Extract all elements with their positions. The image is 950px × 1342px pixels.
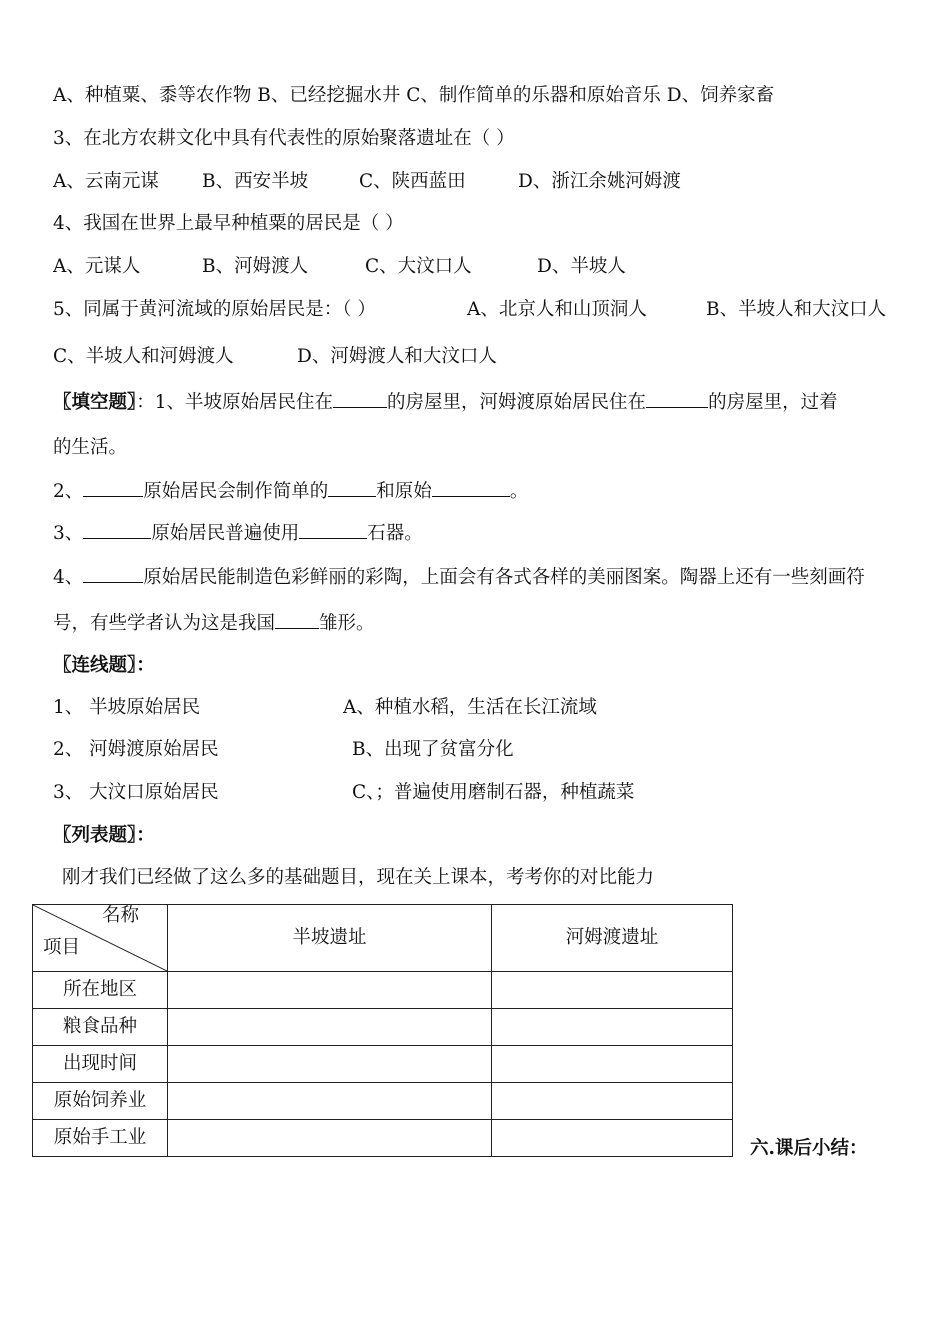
corner-label-name: 名称: [101, 905, 139, 926]
q3-stem: 3、在北方农耕文化中具有代表性的原始聚落遗址在（ ）: [53, 128, 515, 149]
fill-q2-blank-3[interactable]: [432, 478, 510, 497]
fill-q2-blank-2[interactable]: [328, 478, 376, 497]
fill-heading: 〖填空题〗: [53, 392, 137, 413]
cell-hemudu-location[interactable]: [492, 972, 733, 1009]
row-label-handicraft: 原始手工业: [33, 1120, 168, 1157]
match-left-1[interactable]: 1、 半坡原始居民: [53, 697, 201, 718]
q2-options: A、种植粟、黍等农作物 B、已经挖掘水井 C、制作简单的乐器和原始音乐 D、饲养家畜: [53, 85, 775, 106]
fill-q2-blank-1[interactable]: [83, 478, 143, 497]
q5-option-d: D、河姆渡人和大汶口人: [297, 346, 497, 367]
summary-heading: 六.课后小结：: [750, 1138, 868, 1159]
fill-q2-text-b: 原始居民会制作简单的: [143, 481, 329, 502]
table-row: [33, 1083, 733, 1120]
q3-option-b: B、西安半坡: [202, 171, 309, 192]
row-label-grain: 粮食品种: [33, 1009, 168, 1046]
fill-q1-text-b: 的房屋里，河姆渡原始居民住在: [387, 392, 647, 413]
row-label-time: 出现时间: [33, 1046, 168, 1083]
fill-q1-blank-2[interactable]: [646, 389, 708, 408]
q3-option-d: D、浙江余姚河姆渡: [518, 171, 681, 192]
table-row: [33, 1046, 733, 1083]
q5-stem: 5、同属于黄河流域的原始居民是：（ ）: [53, 299, 376, 320]
column-header-hemudu: 河姆渡遗址: [492, 905, 733, 972]
table-intro: 刚才我们已经做了这么多的基础题目，现在关上课本，考考你的对比能力: [62, 867, 655, 888]
fill-q3-blank-2[interactable]: [299, 520, 367, 539]
fill-q1-text-d: 的生活。: [53, 437, 128, 458]
cell-hemudu-time[interactable]: [492, 1046, 733, 1083]
fill-q4-text-b: 原始居民能制造色彩鲜丽的彩陶，上面会有各式各样的美丽图案。陶器上还有一些刻画符: [143, 567, 865, 588]
fill-q1-text-a: ：1、半坡原始居民住在: [136, 392, 334, 413]
fill-q1-line: [53, 389, 838, 415]
row-label-location: 所在地区: [33, 972, 168, 1009]
match-left-2[interactable]: 2、 河姆渡原始居民: [53, 739, 219, 760]
fill-q4-text-d: 雏形。: [319, 613, 375, 634]
match-left-3[interactable]: 3、 大汶口原始居民: [53, 782, 219, 803]
fill-q4-blank-2[interactable]: [275, 610, 319, 629]
match-right-a[interactable]: A、种植水稻，生活在长江流域: [343, 697, 597, 718]
match-right-b[interactable]: B、出现了贫富分化: [352, 739, 514, 760]
fill-q4-line: [53, 564, 865, 590]
fill-q1-text-c: 的房屋里，过着: [708, 392, 838, 413]
table-row: [33, 972, 733, 1009]
fill-q3-text-a: 3、: [53, 523, 84, 544]
fill-q3-text-c: 石器。: [367, 523, 423, 544]
cell-banpo-handicraft[interactable]: [168, 1120, 492, 1157]
cell-banpo-location[interactable]: [168, 972, 492, 1009]
fill-q3-blank-1[interactable]: [83, 520, 151, 539]
table-heading: 〖列表题〗：: [53, 825, 155, 846]
column-header-banpo: 半坡遗址: [168, 905, 492, 972]
q5-option-c: C、半坡人和河姆渡人: [53, 346, 234, 367]
cell-hemudu-livestock[interactable]: [492, 1083, 733, 1120]
fill-q4-line-2: [53, 610, 375, 636]
fill-q2-text-c: 和原始: [376, 481, 432, 502]
fill-q4-text-a: 4、: [53, 567, 84, 588]
q3-option-a: A、云南元谋: [53, 171, 159, 192]
q4-option-c: C、大汶口人: [365, 256, 472, 277]
q3-option-c: C、陕西蓝田: [359, 171, 466, 192]
fill-q3-line: [53, 520, 423, 546]
q4-stem: 4、我国在世界上最早种植粟的居民是（ ）: [53, 213, 404, 234]
cell-hemudu-grain[interactable]: [492, 1009, 733, 1046]
table-row: [33, 1009, 733, 1046]
fill-q4-blank-1[interactable]: [83, 564, 143, 583]
fill-q4-text-c: 号，有些学者认为这是我国: [53, 613, 276, 634]
cell-banpo-grain[interactable]: [168, 1009, 492, 1046]
table-row: [33, 1120, 733, 1157]
cell-banpo-time[interactable]: [168, 1046, 492, 1083]
q5-option-b: B、半坡人和大汶口人: [706, 299, 887, 320]
comparison-table: [32, 904, 733, 1157]
cell-banpo-livestock[interactable]: [168, 1083, 492, 1120]
fill-q2-text-d: 。: [509, 481, 529, 502]
row-label-livestock: 原始饲养业: [33, 1083, 168, 1120]
table-header-row: [33, 905, 733, 972]
q4-option-a: A、元谋人: [53, 256, 141, 277]
fill-q1-blank-1[interactable]: [333, 389, 387, 408]
fill-q3-text-b: 原始居民普遍使用: [151, 523, 300, 544]
q5-option-a: A、北京人和山顶洞人: [467, 299, 647, 320]
corner-label-item: 项目: [43, 937, 81, 958]
fill-q2-text-a: 2、: [53, 481, 84, 502]
match-right-c[interactable]: C、；普遍使用磨制石器，种植蔬菜: [352, 782, 635, 803]
q4-option-d: D、半坡人: [537, 256, 626, 277]
cell-hemudu-handicraft[interactable]: [492, 1120, 733, 1157]
q4-option-b: B、河姆渡人: [202, 256, 309, 277]
table-corner-cell: [33, 905, 168, 972]
fill-q2-line: [53, 478, 528, 504]
match-heading: 〖连线题〗：: [53, 655, 155, 676]
